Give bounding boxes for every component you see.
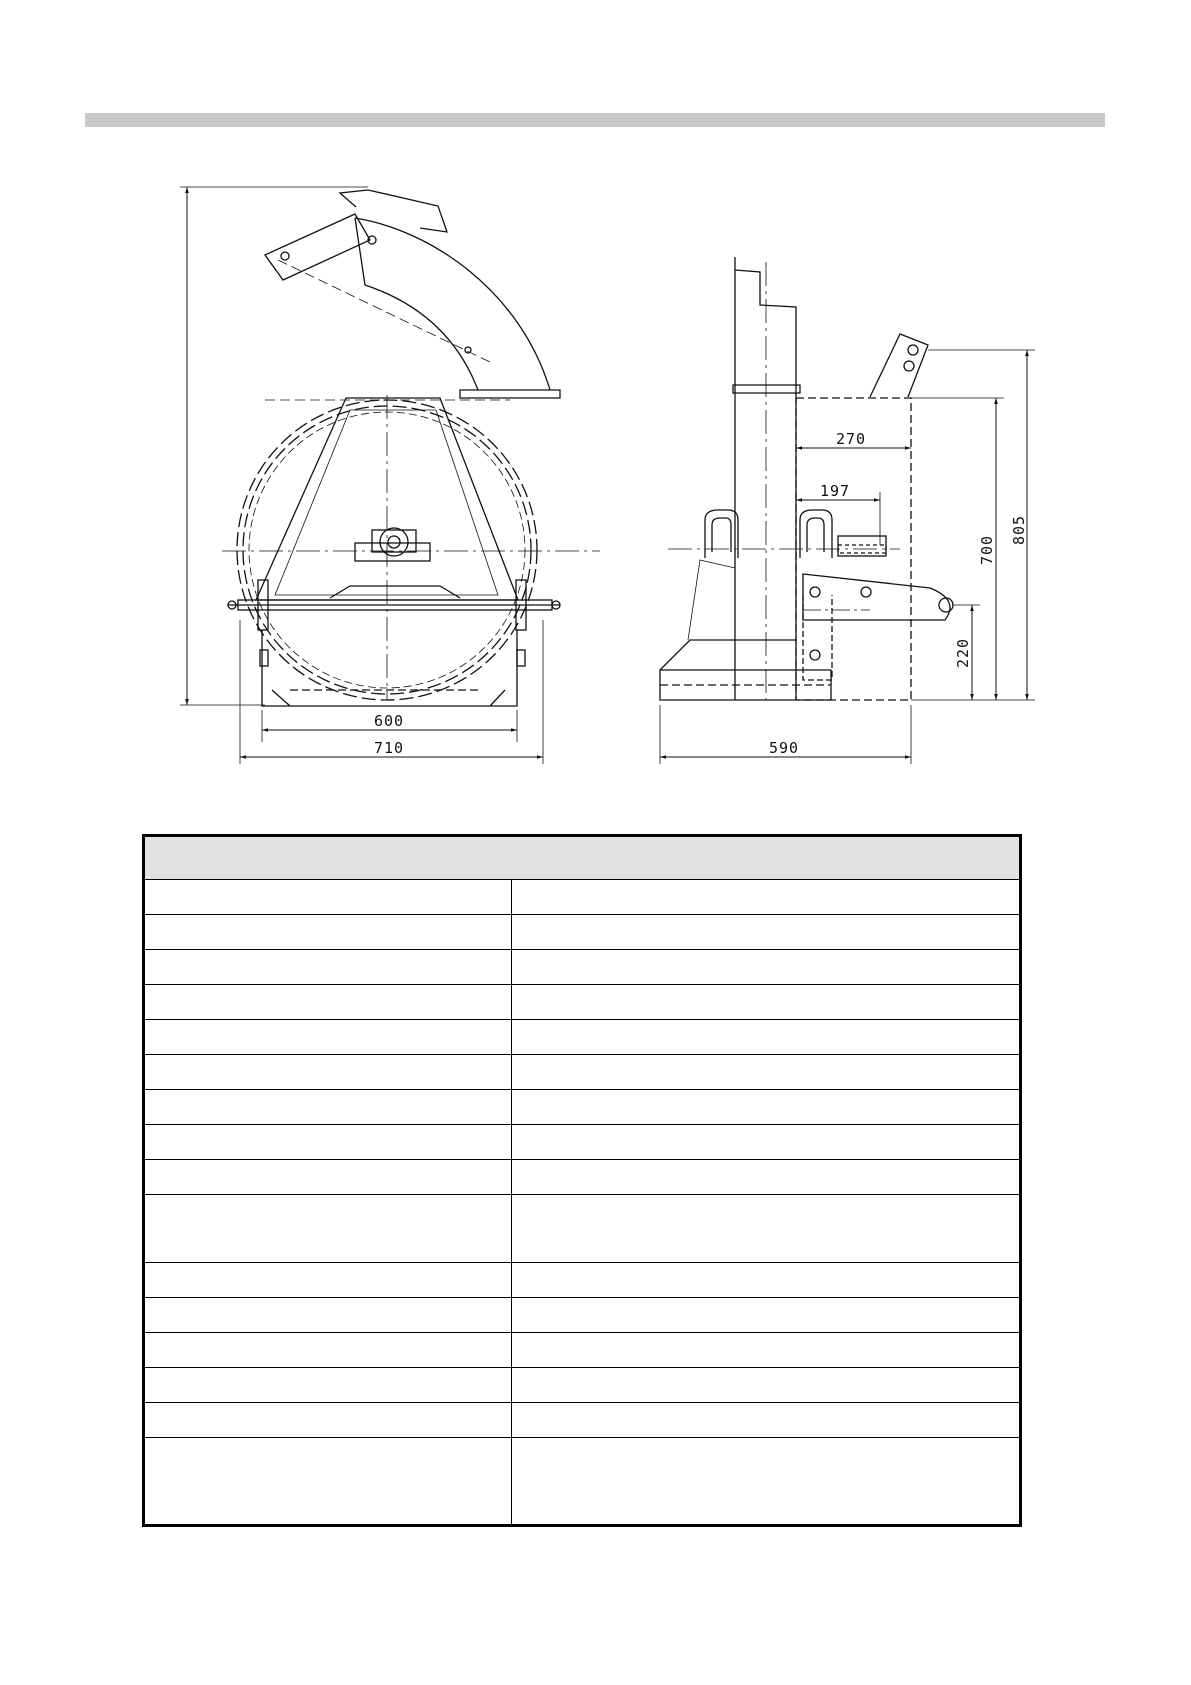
table-row — [144, 1438, 1021, 1526]
row-value — [512, 1403, 1021, 1438]
table-row — [144, 1195, 1021, 1263]
table-row — [144, 1020, 1021, 1055]
row-value — [512, 1438, 1021, 1526]
table-header-row — [144, 836, 1021, 880]
dim-710: 710 — [374, 739, 405, 757]
table-row — [144, 1090, 1021, 1125]
row-value — [512, 1090, 1021, 1125]
row-value — [512, 1195, 1021, 1263]
side-view — [660, 257, 1035, 764]
technical-drawing — [0, 0, 1191, 800]
row-label — [144, 1125, 512, 1160]
row-label — [144, 1160, 512, 1195]
spec-table — [142, 834, 1022, 1527]
dim-270: 270 — [836, 430, 867, 448]
row-label — [144, 1263, 512, 1298]
row-label — [144, 1403, 512, 1438]
table-row — [144, 1125, 1021, 1160]
row-label — [144, 1055, 512, 1090]
row-label — [144, 1438, 512, 1526]
dim-805: 805 — [1010, 514, 1028, 545]
row-value — [512, 1125, 1021, 1160]
row-label — [144, 880, 512, 915]
dim-590: 590 — [769, 739, 800, 757]
row-value — [512, 1263, 1021, 1298]
row-label — [144, 1195, 512, 1263]
row-value — [512, 1333, 1021, 1368]
row-value — [512, 1160, 1021, 1195]
row-value — [512, 1055, 1021, 1090]
dim-220: 220 — [954, 637, 972, 668]
row-value — [512, 985, 1021, 1020]
row-label — [144, 950, 512, 985]
dim-700: 700 — [978, 534, 996, 565]
row-label — [144, 985, 512, 1020]
row-value — [512, 880, 1021, 915]
row-label — [144, 1020, 512, 1055]
row-value — [512, 950, 1021, 985]
row-value — [512, 1298, 1021, 1333]
table-header — [144, 836, 1021, 880]
row-value — [512, 1368, 1021, 1403]
front-view — [180, 187, 600, 764]
table-row — [144, 1368, 1021, 1403]
table-row — [144, 1160, 1021, 1195]
row-label — [144, 1333, 512, 1368]
row-label — [144, 1090, 512, 1125]
row-value — [512, 1020, 1021, 1055]
table-row — [144, 985, 1021, 1020]
dim-197: 197 — [820, 482, 851, 500]
dim-600: 600 — [374, 712, 405, 730]
table-row — [144, 1403, 1021, 1438]
table-row — [144, 880, 1021, 915]
row-label — [144, 1368, 512, 1403]
row-label — [144, 915, 512, 950]
row-label — [144, 1298, 512, 1333]
table-row — [144, 915, 1021, 950]
row-value — [512, 915, 1021, 950]
table-row — [144, 1333, 1021, 1368]
table-row — [144, 1055, 1021, 1090]
table-row — [144, 950, 1021, 985]
table-row — [144, 1263, 1021, 1298]
table-row — [144, 1298, 1021, 1333]
